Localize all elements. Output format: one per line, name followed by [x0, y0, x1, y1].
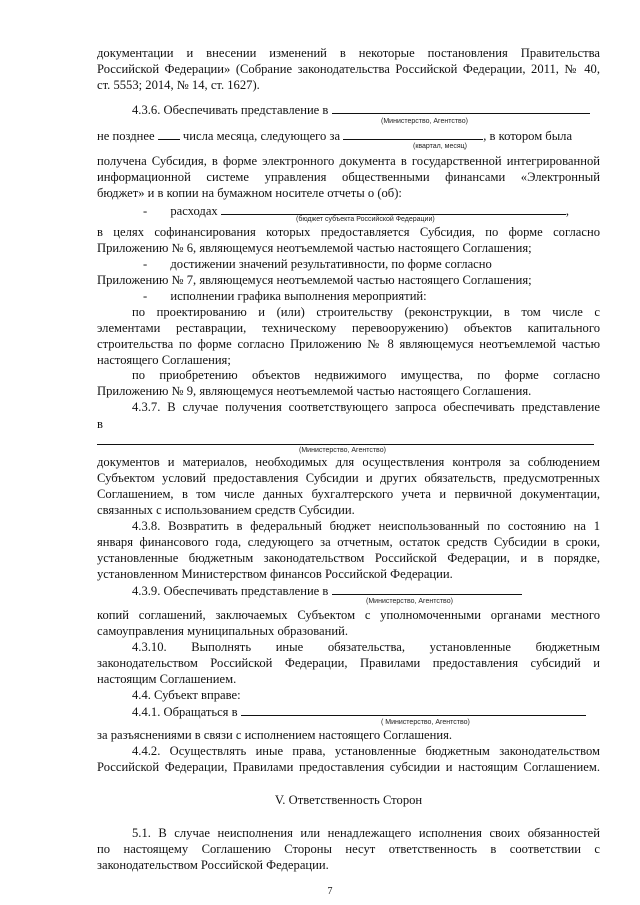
text-line: января финансового года, следующего за отчетным, остаток средств Субсидии в сроки, [97, 535, 600, 549]
text-line: получена Субсидия, в форме электронного документа в государственной интегрированной [97, 154, 600, 168]
text-line: за разъяснениями в связи с исполнением настоящего Соглашения. [97, 728, 453, 742]
text-span: - [143, 204, 148, 218]
text-line: ст. 5553; 2014, № 14, ст. 1627). [97, 78, 260, 92]
text-line: связанных с использованием средств Субсидии. [97, 503, 355, 517]
text-line [143, 257, 600, 272]
clause-4-3-7: 4.3.7. В случае получения соответствующего запроса обеспечивать представление [132, 400, 600, 414]
text-span: 4.3.9. Обеспечивать представление в [132, 584, 329, 598]
clause-4-3-8: 4.3.8. Возвратить в федеральный бюджет неиспользованный по состоянию на 1 [132, 519, 600, 533]
text-line: элементами реставрации, техническому перевооружению) объектов капитального [97, 321, 600, 335]
text-line: строительства по форме согласно Приложению № 8 являющемуся неотъемлемой частью [97, 337, 600, 351]
caption: (Министерство, Агентство) [381, 118, 468, 125]
text-line: Российской Федерации» (Собрание законодательства Российской Федерации, 2011, № 40, [97, 62, 600, 76]
text-line: документации и внесении изменений в некоторые постановления Правительства [97, 46, 600, 60]
page-number: 7 [327, 886, 333, 897]
caption: ( Министерство, Агентство) [381, 719, 470, 726]
blank-line [332, 102, 590, 114]
clause-5-1: 5.1. В случае неисполнения или ненадлежащего исполнения своих обязанностей [132, 826, 600, 840]
clause-4-3-9 [132, 583, 600, 599]
clause-4-3-10: 4.3.10. Выполнять иные обязательства, установленные бюджетным [132, 640, 600, 654]
text-span: 4.4.1. Обращаться в [132, 705, 238, 719]
text-span: - [143, 289, 148, 303]
text-line: копий соглашений, заключаемых Субъектом с уполномоченными органами местного [97, 608, 600, 622]
text-line: информационной системе управления общественными финансами «Электронный [97, 170, 600, 184]
caption: (Министерство, Агентство) [299, 447, 386, 454]
text-line: Российской Федерации, Правилами предоставления субсидии и настоящим Соглашением. [97, 760, 600, 774]
text-line [97, 128, 600, 144]
text-span: , [565, 204, 570, 218]
clause-4-4-1 [132, 704, 600, 720]
text-line: самоуправления муниципальных образований. [97, 624, 348, 638]
text-span: исполнении графика выполнения мероприятий: [170, 289, 427, 303]
clause-4-4: 4.4. Субъект вправе: [132, 688, 241, 702]
text-span: расходах [170, 204, 218, 218]
text-span: , в котором была [483, 129, 573, 143]
text-line: Субъектом условий предоставления Субсидии и других обязательств, предусмотренных [97, 471, 600, 485]
blank-line [97, 444, 594, 445]
text-line: по проектированию и (или) строительству (реконструкции, в том числе с [132, 305, 600, 319]
blank-line [332, 583, 522, 595]
caption: (Министерство, Агентство) [366, 598, 453, 605]
text-line: настоящего Соглашения; [97, 353, 231, 367]
text-line: установленные бюджетным законодательством Российской Федерации, и в порядке, [97, 551, 600, 565]
clause-4-4-2: 4.4.2. Осуществлять иные права, установленные бюджетным законодательством [132, 744, 600, 758]
caption: (квартал, месяц) [413, 143, 467, 150]
text-line: Приложению № 6, являющемуся неотъемлемой частью настоящего Соглашения; [97, 241, 532, 255]
text-line: Приложению № 7, являющемуся неотъемлемой частью настоящего Соглашения; [97, 273, 532, 287]
text-line: бюджет» и в копии на бумажном носителе отчеты о (об): [97, 186, 402, 200]
text-line: Соглашением, в том числе данных бухгалтерского учета и первичной документации, [97, 487, 600, 501]
blank-line [241, 704, 586, 716]
text-line [143, 289, 600, 304]
caption: (бюджет субъекта Российской Федерации) [296, 216, 435, 223]
text-line: по приобретению объектов недвижимого имущества, по форме согласно [132, 368, 600, 382]
text-line: настоящим Соглашением. [97, 672, 237, 686]
clause-4-3-6 [132, 102, 600, 118]
text-line: законодательством Российской Федерации, Правилами предоставления субсидий и [97, 656, 600, 670]
text-span: 4.3.6. Обеспечивать представление в [132, 103, 329, 117]
text-line: в целях софинансирования которых предоставляется Субсидия, по форме согласно [97, 225, 600, 239]
text-line: установленном Министерством финансов Российской Федерации. [97, 567, 453, 581]
text-span: - [143, 257, 148, 271]
section-heading: V. Ответственность Сторон [274, 793, 423, 807]
text-span: числа месяца, следующего за [182, 129, 341, 143]
text-span: достижении значений результативности, по форме согласно [170, 257, 492, 271]
text-line: Приложению № 9, являющемуся неотъемлемой частью настоящего Соглашения. [97, 384, 532, 398]
text-line: документов и материалов, необходимых для осуществления контроля за соблюдением [97, 455, 600, 469]
text-span: не позднее [97, 129, 155, 143]
blank-line [158, 128, 180, 140]
text-line: в [97, 417, 103, 431]
text-line: законодательством Российской Федерации. [97, 858, 329, 872]
text-line: по настоящему Соглашению Стороны несут ответственность в соответствии с [97, 842, 600, 856]
blank-line [221, 203, 566, 215]
blank-line [343, 128, 483, 140]
